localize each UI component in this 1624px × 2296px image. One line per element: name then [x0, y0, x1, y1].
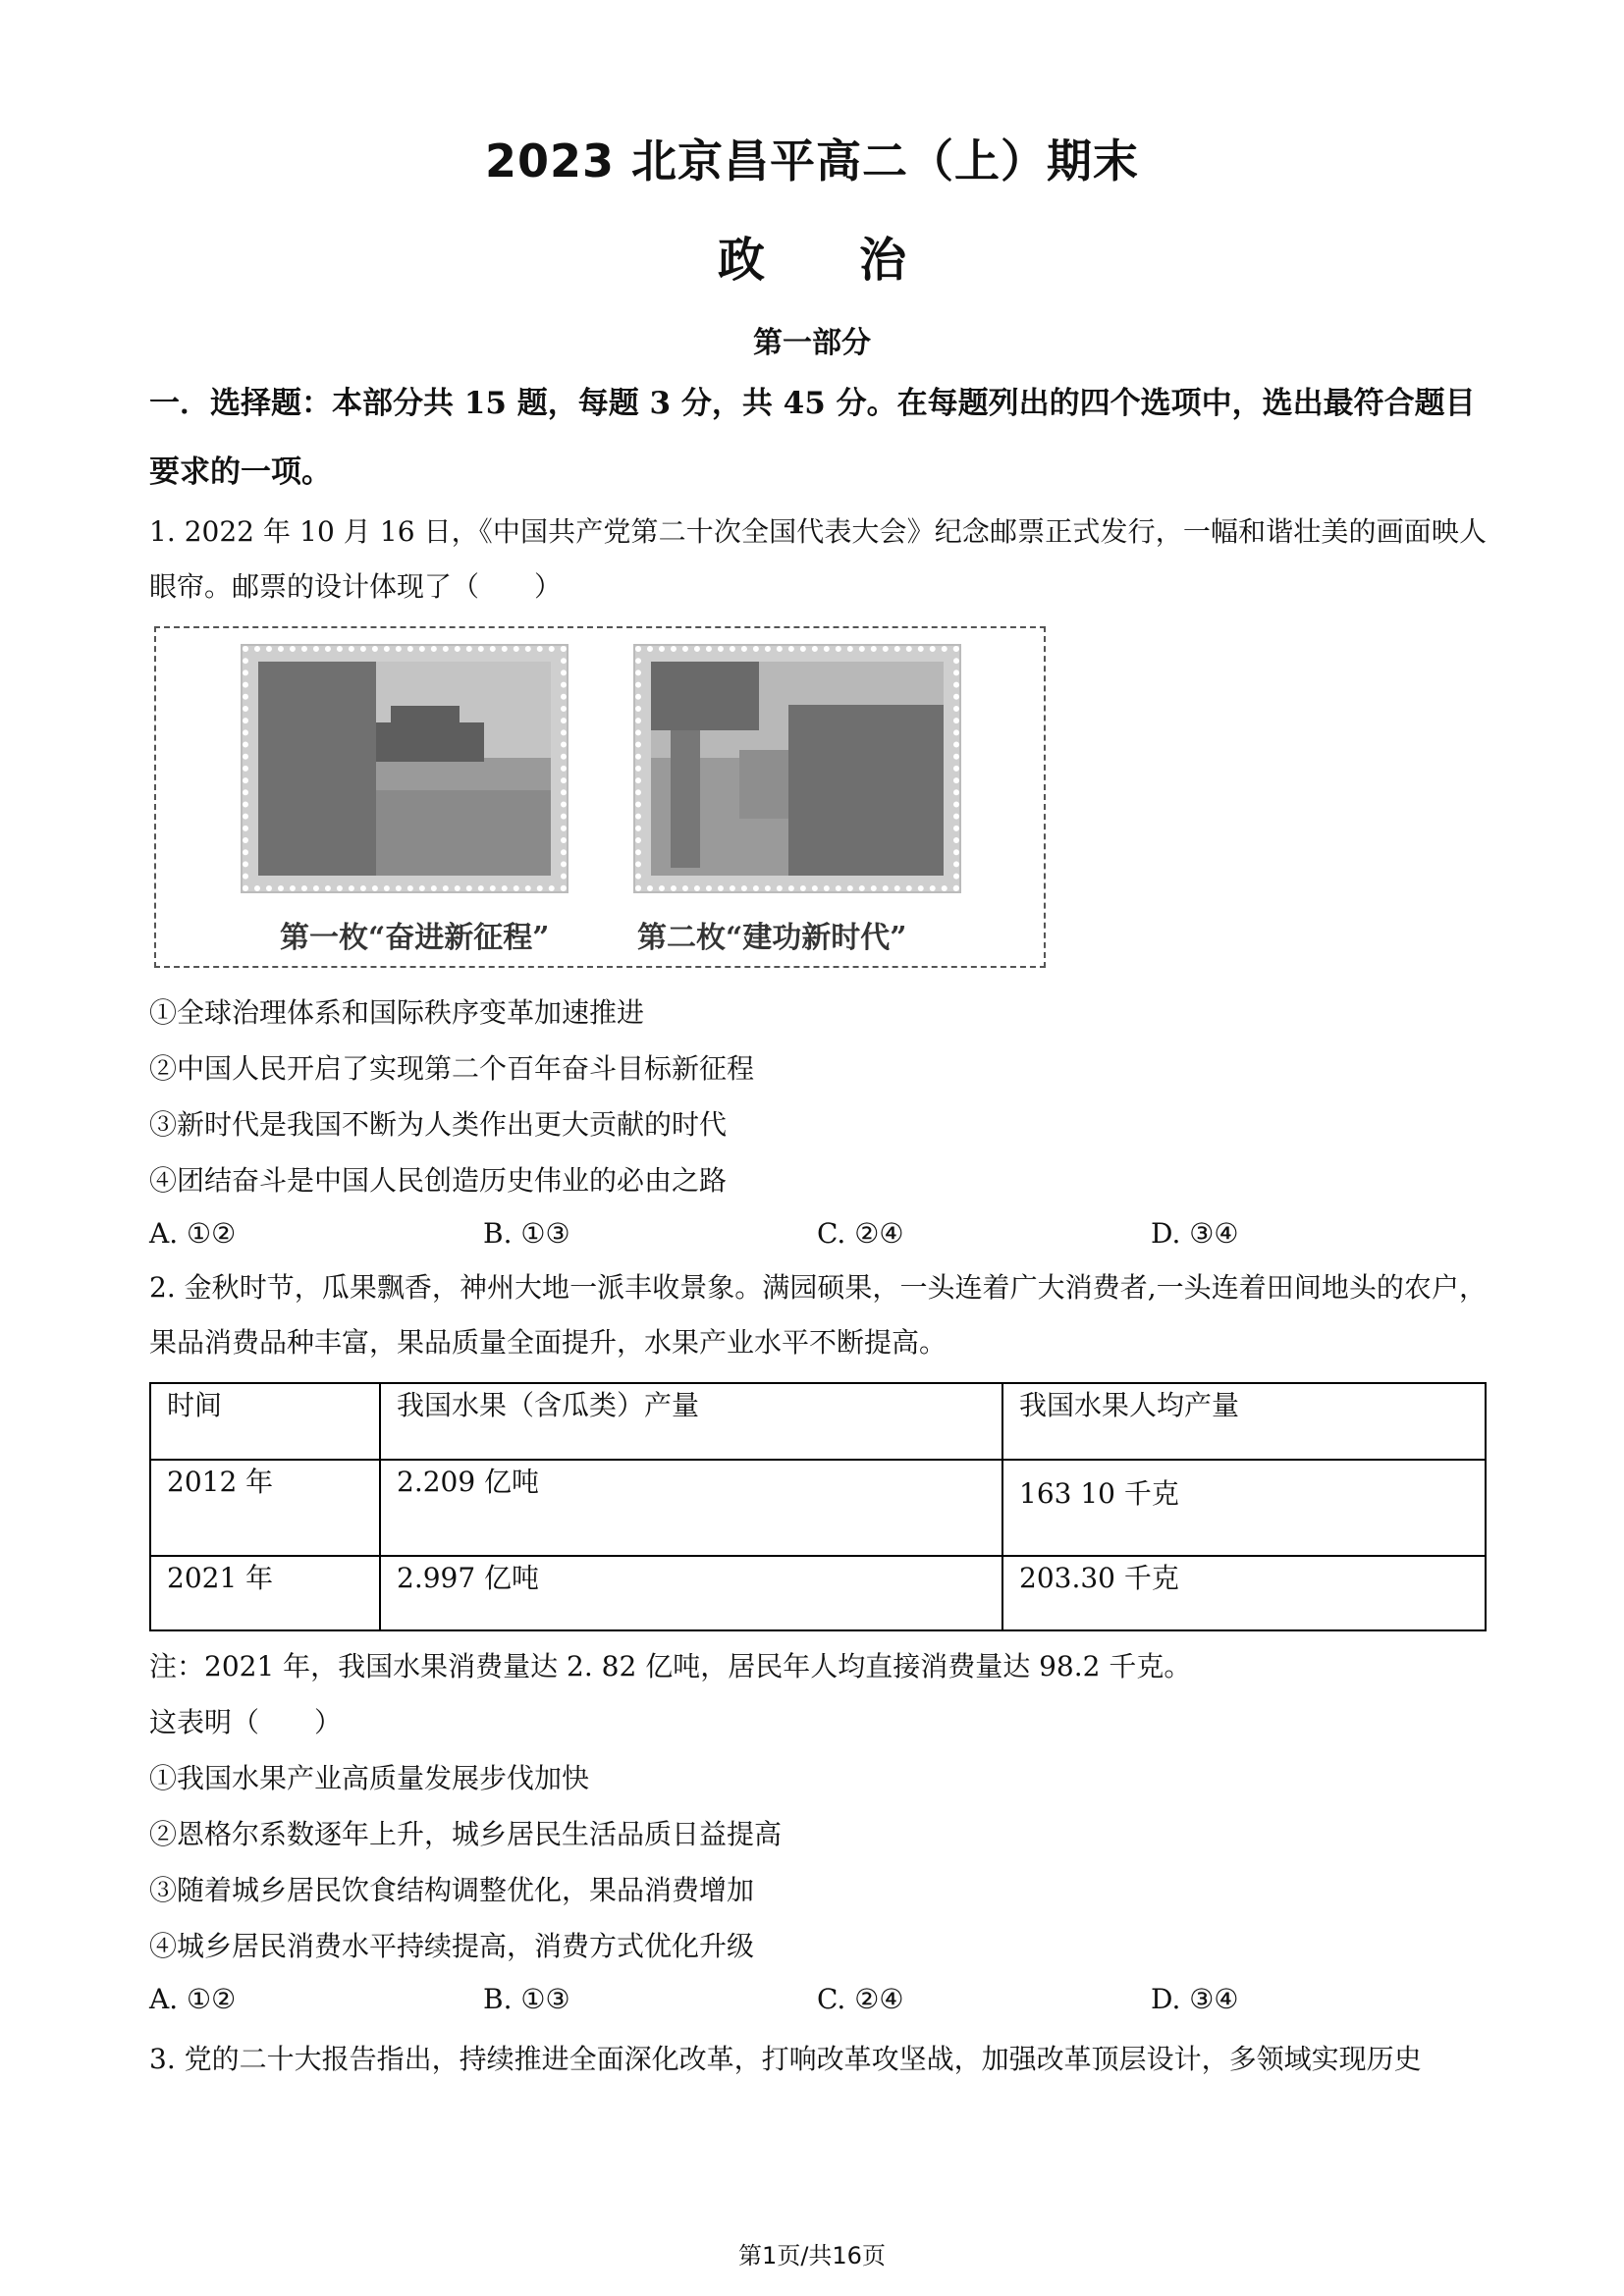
section-instructions: 一．选择题：本部分共 15 题，每题 3 分，共 45 分。在每题列出的四个选项中，选出最符合题目要求的一项。 — [149, 386, 1476, 490]
q2-statement-2: ②恩格尔系数逐年上升，城乡居民生活品质日益提高 — [149, 1818, 783, 1850]
table-cell: 2012 年 — [150, 1460, 380, 1556]
table-cell: 2.209 亿吨 — [380, 1460, 1002, 1556]
q1-option-b[interactable]: B. ①③ — [483, 1217, 570, 1250]
q1-statement-2: ②中国人民开启了实现第二个百年奋斗目标新征程 — [149, 1052, 755, 1085]
stamp-image-new-era — [635, 646, 959, 891]
q1-option-a[interactable]: A. ①② — [149, 1217, 237, 1250]
q1-stem: 1. 2022 年 10 月 16 日，《中国共产党第二十次全国代表大会》纪念邮票正式发行，一幅和谐壮美的画面映人眼帘。邮票的设计体现了（ ） — [149, 515, 1487, 603]
stamp-caption-1: 第一枚“奋进新征程” — [280, 921, 550, 955]
q3-stem: 3. 党的二十大报告指出，持续推进全面深化改革，打响改革攻坚战，加强改革顶层设计，多领域实现历史 — [149, 2043, 1422, 2075]
q1-statement-4: ④团结奋斗是中国人民创造历史伟业的必由之路 — [149, 1164, 728, 1197]
table-cell: 163 10 千克 — [1002, 1460, 1486, 1556]
q1-statement-1: ①全球治理体系和国际秩序变革加速推进 — [149, 996, 645, 1029]
q2-option-b[interactable]: B. ①③ — [483, 1983, 570, 2015]
q2-prompt: 这表明（ ） — [149, 1706, 343, 1738]
table-header-row — [150, 1383, 1486, 1460]
q2-option-c[interactable]: C. ②④ — [817, 1983, 904, 2015]
table-header-cell: 时间 — [150, 1383, 380, 1460]
table-row — [150, 1460, 1486, 1556]
part-heading: 第一部分 — [753, 326, 871, 360]
q2-note: 注：2021 年，我国水果消费量达 2. 82 亿吨，居民年人均直接消费量达 98.2 千克。 — [149, 1650, 1192, 1682]
table-row — [150, 1556, 1486, 1630]
subject-heading: 政 治 — [717, 233, 906, 288]
q2-statement-3: ③随着城乡居民饮食结构调整优化，果品消费增加 — [149, 1874, 755, 1906]
stamp-figure — [154, 626, 1046, 968]
q1-option-d[interactable]: D. ③④ — [1151, 1217, 1239, 1250]
table-cell: 2.997 亿吨 — [380, 1556, 1002, 1630]
table-cell: 2021 年 — [150, 1556, 380, 1630]
q1-option-c[interactable]: C. ②④ — [817, 1217, 904, 1250]
q2-stem: 2. 金秋时节，瓜果飘香，神州大地一派丰收景象。满园硕果，一头连着广大消费者,一头连着田间地头的农户，果品消费品种丰富，果品质量全面提升，水果产业水平不断提高。 — [149, 1271, 1487, 1359]
stamp-image-rejuvenation — [243, 646, 567, 891]
fruit-production-table — [149, 1382, 1487, 1631]
q2-statement-1: ①我国水果产业高质量发展步伐加快 — [149, 1762, 590, 1794]
page-footer: 第1页/共16页 — [738, 2242, 886, 2269]
table-header-cell: 我国水果（含瓜类）产量 — [380, 1383, 1002, 1460]
q2-option-a[interactable]: A. ①② — [149, 1983, 237, 2015]
q1-statement-3: ③新时代是我国不断为人类作出更大贡献的时代 — [149, 1108, 728, 1141]
table-header-cell: 我国水果人均产量 — [1002, 1383, 1486, 1460]
q2-option-d[interactable]: D. ③④ — [1151, 1983, 1239, 2015]
q2-statement-4: ④城乡居民消费水平持续提高，消费方式优化升级 — [149, 1930, 755, 1962]
stamp-caption-2: 第二枚“建功新时代” — [637, 921, 907, 955]
exam-title: 2023 北京昌平高二（上）期末 — [484, 134, 1140, 187]
table-cell: 203.30 千克 — [1002, 1556, 1486, 1630]
